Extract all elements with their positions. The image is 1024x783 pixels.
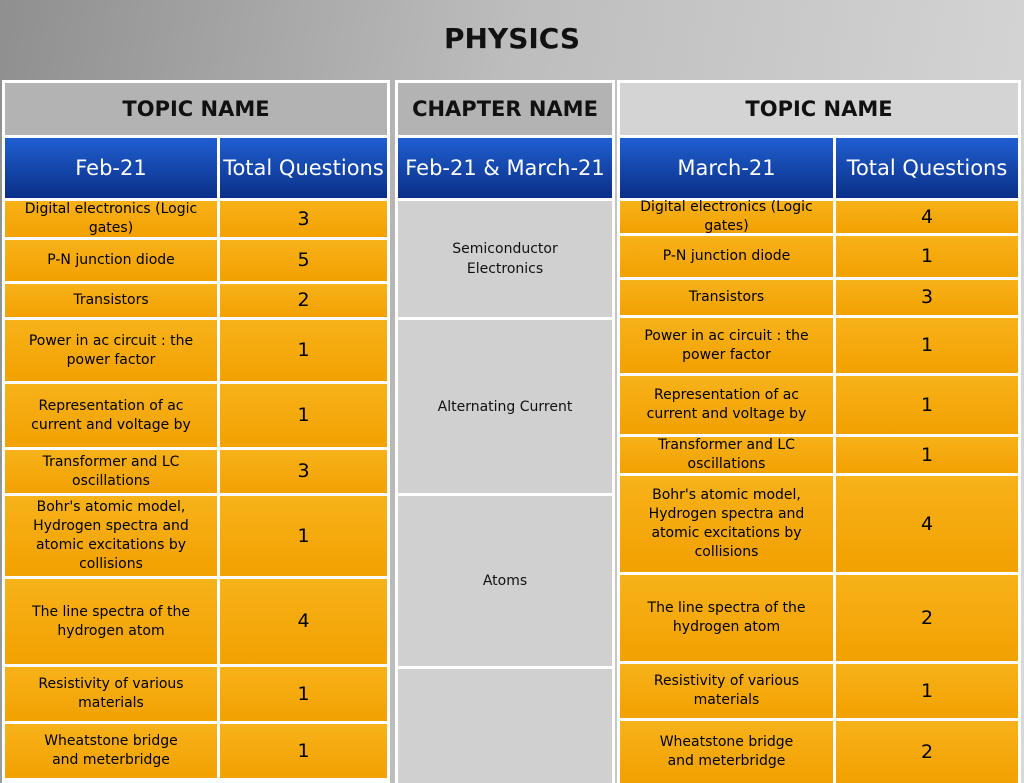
right-count: 1: [836, 664, 1018, 718]
left-count: 2: [220, 284, 387, 317]
right-topic: Transformer and LC oscillations: [620, 437, 833, 473]
left-topic: P-N junction diode: [5, 240, 217, 281]
left-topic: Transistors: [5, 284, 217, 317]
page-title: PHYSICS: [443, 22, 581, 55]
right-count: 2: [836, 575, 1018, 661]
left-panel: [2, 80, 390, 783]
left-topic: Bohr's atomic model, Hydrogen spectra and atomic excitations by collisions: [5, 496, 217, 576]
right-col-total: Total Questions: [836, 138, 1018, 198]
left-count: 3: [220, 201, 387, 237]
left-count: 1: [220, 724, 387, 778]
right-count: 3: [836, 280, 1018, 315]
middle-subheader: Feb-21 & March-21: [398, 138, 612, 198]
right-topic: Wheatstone bridge and meterbridge: [620, 721, 833, 783]
right-topic: Digital electronics (Logic gates): [620, 201, 833, 233]
left-count: 1: [220, 667, 387, 721]
chapter-cell: [398, 669, 612, 783]
right-count: 2: [836, 721, 1018, 783]
right-count: 1: [836, 318, 1018, 373]
left-topic: The line spectra of the hydrogen atom: [5, 579, 217, 664]
right-header: TOPIC NAME: [620, 83, 1018, 135]
right-count: 4: [836, 201, 1018, 233]
left-col-month: Feb-21: [5, 138, 217, 198]
left-topic: Representation of ac current and voltage by: [5, 384, 217, 447]
right-topic: Resistivity of various materials: [620, 664, 833, 718]
left-count: 5: [220, 240, 387, 281]
right-topic: Representation of ac current and voltage by: [620, 376, 833, 434]
left-count: 1: [220, 496, 387, 576]
left-topic: Resistivity of various materials: [5, 667, 217, 721]
left-count: 1: [220, 384, 387, 447]
left-count: 4: [220, 579, 387, 664]
right-count: 4: [836, 476, 1018, 572]
right-topic: Transistors: [620, 280, 833, 315]
right-topic: Bohr's atomic model, Hydrogen spectra and atomic excitations by collisions: [620, 476, 833, 572]
chapter-cell: Semiconductor Electronics: [398, 201, 612, 317]
left-topic: Transformer and LC oscillations: [5, 450, 217, 493]
right-col-month: March-21: [620, 138, 833, 198]
right-topic: Power in ac circuit : the power factor: [620, 318, 833, 373]
left-col-total: Total Questions: [220, 138, 387, 198]
right-topic: P-N junction diode: [620, 236, 833, 277]
chapter-cell: Atoms: [398, 496, 612, 666]
left-topic: Digital electronics (Logic gates): [5, 201, 217, 237]
chapter-cell: Alternating Current: [398, 320, 612, 493]
right-count: 1: [836, 376, 1018, 434]
right-count: 1: [836, 437, 1018, 473]
right-topic: The line spectra of the hydrogen atom: [620, 575, 833, 661]
left-count: 3: [220, 450, 387, 493]
left-topic: Power in ac circuit : the power factor: [5, 320, 217, 381]
right-panel: [617, 80, 1021, 783]
middle-header: CHAPTER NAME: [398, 83, 612, 135]
right-count: 1: [836, 236, 1018, 277]
middle-panel: [395, 80, 615, 783]
left-header: TOPIC NAME: [5, 83, 387, 135]
left-topic: Wheatstone bridge and meterbridge: [5, 724, 217, 778]
left-count: 1: [220, 320, 387, 381]
